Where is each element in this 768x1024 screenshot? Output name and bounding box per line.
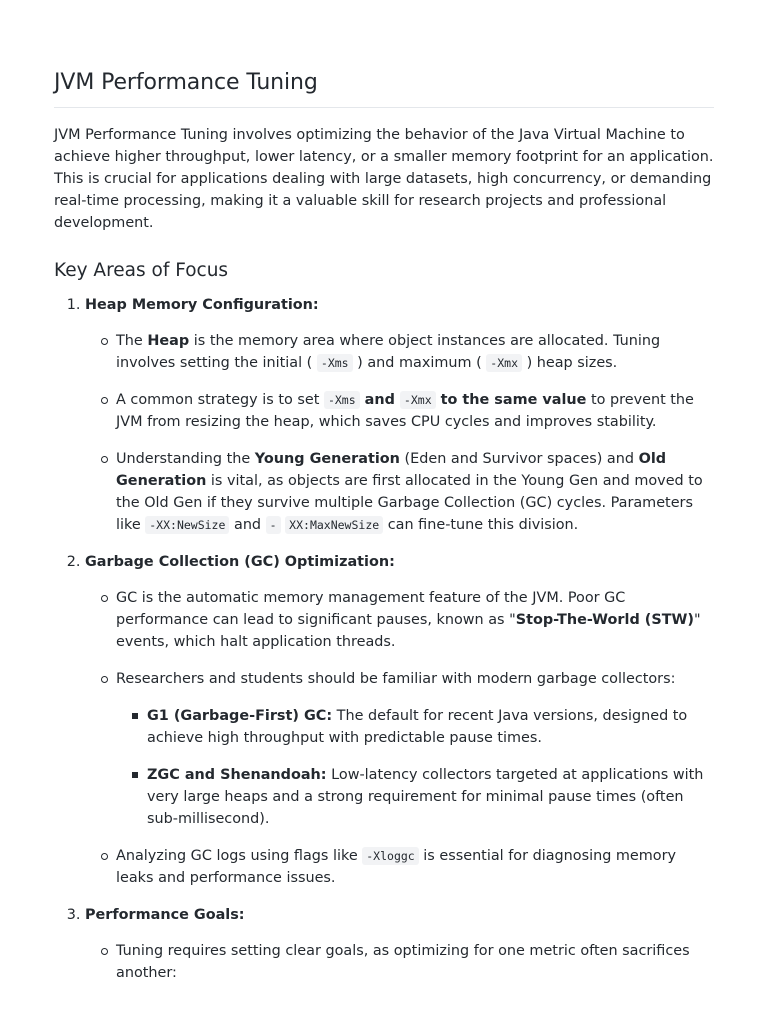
text: Analyzing GC logs using flags like — [116, 848, 363, 864]
bold-text: G1 (Garbage-First) GC: — [147, 708, 333, 724]
text: (Eden and Survivor spaces) and — [399, 451, 639, 467]
code-snippet: -XX:NewSize — [145, 516, 229, 534]
text: GC is the automatic memory management feature of the JVM. Poor GC performance can lead to significant pauses, known as " — [116, 590, 626, 628]
heap-bullet-1 — [116, 330, 714, 374]
text: ) heap sizes. — [526, 355, 618, 371]
code-snippet: -Xmx — [400, 391, 436, 409]
code-snippet: -Xms — [317, 354, 353, 372]
bold-text: ZGC and Shenandoah: — [147, 767, 327, 783]
text: is vital, as objects are first allocated in the Young Gen and moved to the Old Gen if they survive multiple Garbage Collection (GC) cycles. Parameters like — [116, 473, 703, 533]
text: Tuning requires setting clear goals, as optimizing for one metric often sacrifices another: — [116, 943, 690, 981]
text: Understanding the — [116, 451, 255, 467]
text: is essential for diagnosing memory leaks and performance issues. — [116, 848, 677, 886]
gc-bullet-1 — [116, 587, 714, 653]
text: " events, which halt application threads. — [116, 612, 701, 650]
text: and — [229, 517, 266, 533]
heap-bullet-2 — [116, 389, 714, 433]
goals-title: Performance Goals: — [85, 907, 245, 923]
section-heading: Key Areas of Focus — [54, 260, 229, 281]
focus-areas-list — [54, 294, 714, 984]
gc-collector-g1 — [147, 705, 714, 749]
bold-text: Stop-The-World (STW) — [515, 612, 694, 628]
text: can fine-tune this division. — [383, 517, 579, 533]
goals-bullet-1 — [116, 940, 714, 984]
code-snippet: - — [266, 516, 281, 534]
code-snippet: -Xloggc — [362, 847, 418, 865]
gc-bullet-3 — [116, 845, 714, 889]
intro-paragraph: JVM Performance Tuning involves optimizing the behavior of the Java Virtual Machine to achieve higher throughput, lower latency, or a smaller memory footprint for an application. This is crucial for applications dealing with large datasets, high concurrency, or demanding real-time processing, making it a valuable skill for research projects and professional development. — [54, 127, 714, 231]
text: is the memory area where object instances are allocated. Tuning involves setting the initial ( — [116, 333, 661, 371]
text: Low-latency collectors targeted at applications with very large heaps and a strong requirement for minimal pause times (often sub-millisecond). — [147, 767, 704, 827]
code-snippet: -Xms — [324, 391, 360, 409]
list-item-gc — [85, 551, 714, 889]
code-snippet: -Xmx — [486, 354, 522, 372]
page-title: JVM Performance Tuning — [54, 0, 714, 108]
text: Researchers and students should be familiar with modern garbage collectors: — [116, 671, 676, 687]
gc-collector-zgc — [147, 764, 714, 830]
heap-sublist — [85, 330, 714, 536]
gc-sublist — [85, 587, 714, 889]
gc-collectors-list — [116, 705, 714, 830]
code-snippet: XX:MaxNewSize — [285, 516, 383, 534]
list-item-goals — [85, 904, 714, 984]
heap-bullet-3 — [116, 448, 714, 536]
bold-text: and — [359, 392, 400, 408]
text: The — [116, 333, 148, 349]
bold-text: to the same value — [435, 392, 587, 408]
bold-text: Young Generation — [254, 451, 400, 467]
bold-text: Heap — [147, 333, 190, 349]
text: A common strategy is to set — [116, 392, 324, 408]
heap-title: Heap Memory Configuration: — [85, 297, 319, 313]
text: The default for recent Java versions, designed to achieve high throughput with predictable pause times. — [147, 708, 688, 746]
gc-bullet-2 — [116, 668, 714, 830]
bold-text: Old Generation — [116, 451, 667, 489]
goals-sublist — [85, 940, 714, 984]
text: to prevent the JVM from resizing the heap, which saves CPU cycles and improves stability. — [116, 392, 694, 430]
list-item-heap — [85, 294, 714, 536]
gc-title: Garbage Collection (GC) Optimization: — [85, 554, 395, 570]
text: ) and maximum ( — [357, 355, 482, 371]
